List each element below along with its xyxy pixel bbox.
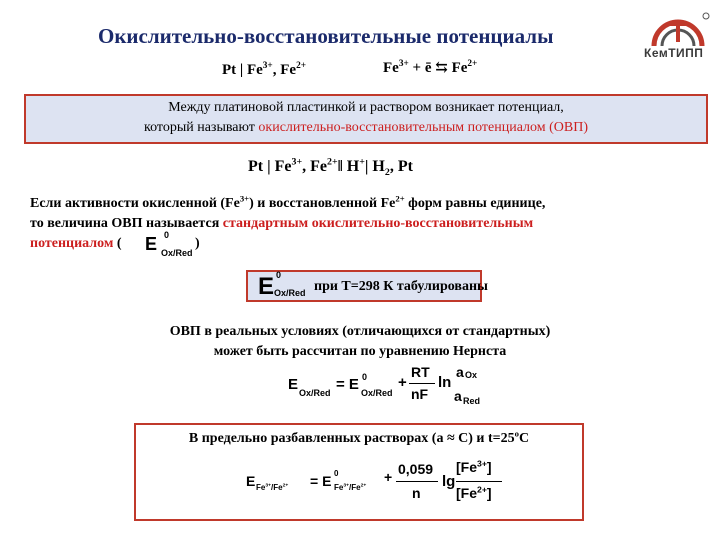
standard-line-1: Если активности окисленной $(Fe^{3+})$ и восстановленной $Fe^{2+}$ форм равны единице, [30,193,546,211]
tabulated-box [246,270,488,302]
logo-text: КемТИПП [644,46,704,60]
redox-reaction: $Fe^{3+}$ + ē ⇆ $Fe^{2+}$ [383,59,478,76]
standard-line-2: то величина ОВП называется стандартным окислительно-восстановительным [30,216,534,231]
nernst-intro-2: может быть рассчитан по уравнению Нернста [213,344,507,359]
electrode-scheme: Pt | $Fe^{3+}$, $Fe^{2+}$ [222,61,307,78]
definition-box [24,94,708,144]
standard-symbol-sub: Ox/Red [161,248,193,258]
standard-symbol-sup: 0 [164,230,170,240]
tabulated-text: при Т=298 К табулированы [314,279,488,294]
equilibrium-arrow-icon: ⇆ [435,60,448,76]
ovp-term: окислительно-восстановительным потенциалом (ОВП) [258,120,589,135]
tabulated-E: E [258,273,275,300]
kemtipp-logo-icon [640,6,718,76]
standard-potential-symbol: E [145,234,158,254]
standard-line-3: потенциалом ( [30,236,122,251]
tabulated-sup: 0 [276,270,282,280]
standard-close-paren: ) [195,236,200,251]
definition-line-1: Между платиновой пластинкой и раствором возникает потенциал, [168,100,564,115]
nernst-intro-1: ОВП в реальных условиях (отличающихся от стандартных) [169,324,551,339]
dilute-solution-box: В предельно разбавленных растворах (a ≈ C) и $t=25^oC$ E $Fe^{3+}/Fe^{2+}$ = E 0 $Fe^{3+}/Fe^{2+}$ + 0,059 n lg $[Fe^{3+}]$ $[Fe^{2+}]$ [134,423,584,521]
slide-title: Окислительно-восстановительные потенциалы [98,24,554,48]
dilute-title: В предельно разбавленных растворах (a ≈ C) и $t=25^oC$ [188,428,530,446]
definition-line-2: который называют окислительно-восстановительным потенциалом (ОВП) [143,120,589,135]
cell-scheme: Pt | $Fe^{3+}$, $Fe^{2+}‖$ H+| $H_2$, Pt [248,156,413,179]
tabulated-sub: Ox/Red [274,288,306,298]
